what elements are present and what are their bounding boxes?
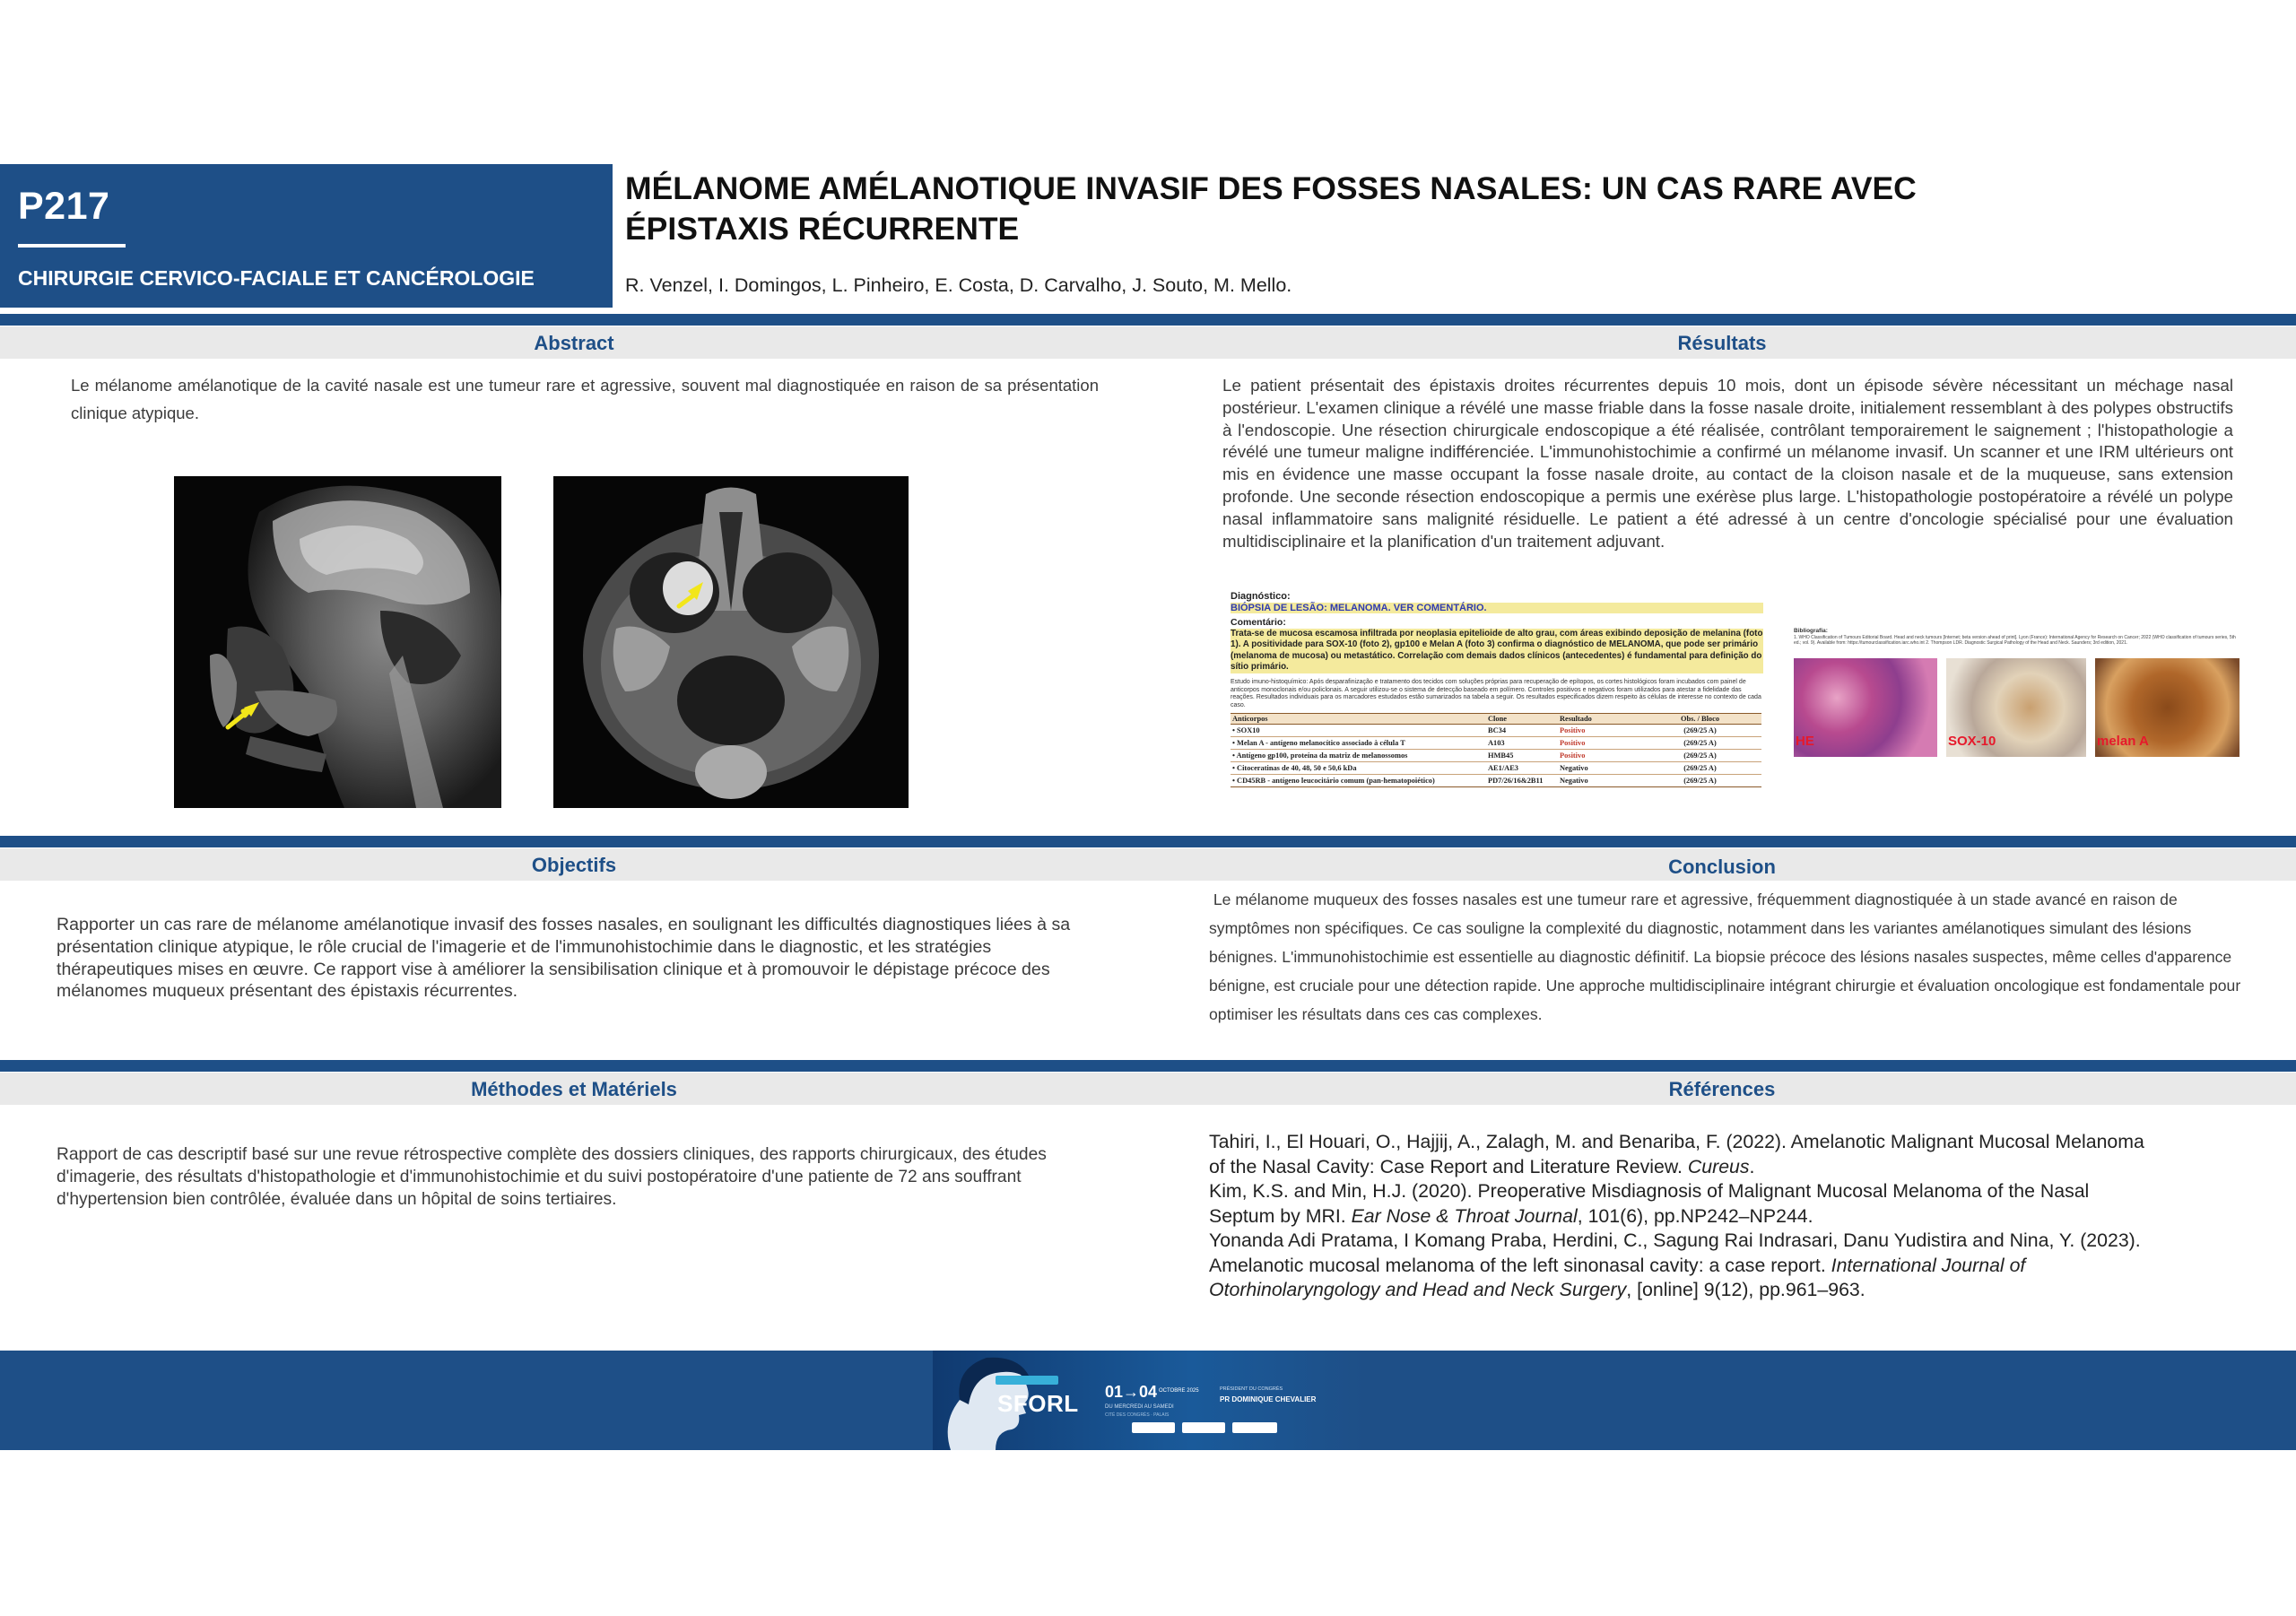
histology-he-image <box>1794 658 1937 757</box>
abstract-heading: Abstract <box>534 332 614 354</box>
ref3-journal: International Journal of Otorhinolaryngology and Head and Neck Surgery <box>1209 1254 2026 1300</box>
ref1-journal: Cureus <box>1687 1155 1750 1177</box>
department-label: CHIRURGIE CERVICO-FACIALE ET CANCÉROLOGIE <box>18 266 535 290</box>
report-comment-label: Comentário: <box>1231 617 1286 628</box>
mri-axial-drawing <box>553 476 909 808</box>
president-name: PR DOMINIQUE CHEVALIER <box>1220 1395 1317 1403</box>
poster-code: P217 <box>18 185 110 228</box>
ihc-clone: BC34 <box>1488 726 1507 734</box>
section-band <box>0 1060 2296 1072</box>
ihc-obs: (269/25 A) <box>1683 777 1717 785</box>
congress-days: DU MERCREDI AU SAMEDI <box>1105 1404 1174 1410</box>
poster-title: MÉLANOME AMÉLANOTIQUE INVASIF DES FOSSES NASALES: UN CAS RARE AVEC ÉPISTAXIS RÉCURRENTE <box>625 170 1917 247</box>
ihc-result: Negativo <box>1560 777 1588 785</box>
code-underline <box>18 244 126 248</box>
reference-item <box>1209 1179 2160 1229</box>
ref3-authors-title: Yonanda Adi Pratama, I Komang Praba, Herdini, C., Sagung Rai Indrasari, Danu Yudistira and Nina, Y. (2023). Amelanotic mucosal melanoma of the left sinonasal cavity: a case report. <box>1209 1229 2141 1276</box>
bibliography-text: 1. WHO Classification of Tumours Editorial Board. Head and neck tumours [Internet; beta version ahead of print]. Lyon (France): International Agency for Research on Cancer; 2022 (WHO classification of tumours series, 5th ed.; vol. 9). Available from: https://tumourclassification.iarc.who.int 2. Thompson LDR. Diagnostic Surgical Pathology of the Head and Neck. Saunders; 3rd edition, 2021. <box>1794 635 2236 646</box>
sforl-logo: SFORL <box>997 1390 1079 1417</box>
congress-banner <box>933 1351 1363 1450</box>
congress-dates: 01→04 <box>1105 1383 1158 1401</box>
histology-sox10-label: SOX-10 <box>1948 734 1996 749</box>
report-diagnosis-label: Diagnóstico: <box>1231 591 1291 602</box>
table-row <box>1231 725 1761 737</box>
ihc-antibody: • CD45RB - antígeno leucocitário comum (pan-hematopoiético) <box>1232 777 1435 785</box>
histology-panel <box>1794 628 2239 759</box>
ihc-obs: (269/25 A) <box>1683 764 1717 772</box>
sponsor-logo <box>1232 1422 1277 1433</box>
ihc-col-antibody: Anticorpos <box>1232 715 1268 723</box>
ihc-clone: PD7/26/16&2B11 <box>1488 777 1544 785</box>
histology-melana-label: melan A <box>2097 734 2149 749</box>
ihc-antibody: • Melan A - antígeno melanocítico associado à célula T <box>1232 739 1405 747</box>
table-row <box>1231 750 1761 762</box>
report-comment: Trata-se de mucosa escamosa infiltrada por neoplasia epitelioide de alto grau, com áreas exibindo deposição de melanina (foto 1). A positividade para SOX-10 (foto 2), gp100 e Melan A (foto 3) confirma o diagnóstico de MELANOMA, que pode ser primário (melanoma de mucosa) ou metastático. Correlação com demais dados clínicos (antecedentes) é fundamental para definição do sítio primário. <box>1231 629 1763 673</box>
ihc-obs: (269/25 A) <box>1683 752 1717 760</box>
ihc-clone: HMB45 <box>1488 752 1514 760</box>
abstract-text: Le mélanome amélanotique de la cavité nasale est une tumeur rare et agressive, souvent mal diagnostiquée en raison de sa présentation clinique atypique. <box>71 376 1099 422</box>
congress-tag-badge <box>996 1376 1058 1385</box>
ihc-col-result: Resultado <box>1560 715 1592 723</box>
bibliography-label: Bibliografia: <box>1794 628 1828 634</box>
mri-sagittal-image <box>174 476 501 808</box>
methods-heading: Méthodes et Matériels <box>471 1078 677 1100</box>
ihc-clone: AE1/AE3 <box>1488 764 1518 772</box>
president-label: PRÉSIDENT DU CONGRÈS <box>1220 1386 1283 1392</box>
objectives-text: Rapporter un cas rare de mélanome amélanotique invasif des fosses nasales, en soulignant les difficultés diagnostiques liées à sa présentation clinique atypique, le rôle crucial de l'imagerie et de l'immunohistochimie dans le diagnostic, et les stratégies thérapeutiques mises en œuvre. Ce rapport vise à améliorer la sensibilisation clinique et à promouvoir le dépistage précoce des mélanomes muqueux présentant des épistaxis récurrentes. <box>57 915 1071 1002</box>
ihc-clone: A103 <box>1488 739 1505 747</box>
ihc-col-obs: Obs. / Bloco <box>1680 715 1720 723</box>
conclusion-text: Le mélanome muqueux des fosses nasales est une tumeur rare et agressive, fréquemment diagnostiquée à un stade avancé en raison de symptômes non spécifiques. Ce cas souligne la complexité du diagnostic, notamment dans les variantes amélanotiques simulant des lésions bénignes. L'immunohistochimie est essentielle au diagnostic définitif. La biopsie précoce des lésions nasales suspectes, même celles d'apparence bénigne, est cruciale pour une détection rapide. Une approche multidisciplinaire intégrant chirurgie et évaluation oncologique est fondamentale pour optimiser les résultats dans ces cas complexes. <box>1209 891 2246 1023</box>
ihc-result: Positivo <box>1560 739 1586 747</box>
ref1-tail: . <box>1749 1155 1755 1177</box>
mri-sagittal-drawing <box>174 476 501 808</box>
ihc-obs: (269/25 A) <box>1683 726 1717 734</box>
table-row <box>1231 737 1761 750</box>
table-row <box>1231 762 1761 775</box>
reference-item <box>1209 1229 2160 1303</box>
authors-line: R. Venzel, I. Domingos, L. Pinheiro, E. Costa, D. Carvalho, J. Souto, M. Mello. <box>625 274 1292 296</box>
ihc-result: Negativo <box>1560 764 1588 772</box>
sponsor-logo <box>1132 1422 1175 1433</box>
report-diagnosis-value: BIÓPSIA DE LESÃO: MELANOMA. VER COMENTÁRIO. <box>1231 603 1763 613</box>
ihc-antibody: • SOX10 <box>1232 726 1260 734</box>
results-heading: Résultats <box>1677 332 1767 354</box>
objectives-heading: Objectifs <box>531 854 617 876</box>
sponsor-logo <box>1182 1422 1225 1433</box>
congress-month: OCTOBRE 2025 <box>1159 1388 1199 1394</box>
ihc-obs: (269/25 A) <box>1683 739 1717 747</box>
conclusion-heading: Conclusion <box>1668 856 1776 878</box>
ref2-tail: , 101(6), pp.NP242–NP244. <box>1577 1204 1813 1227</box>
ref1-authors-title: Tahiri, I., El Houari, O., Hajjij, A., Zalagh, M. and Benariba, F. (2022). Amelanotic Malignant Mucosal Melanoma of the Nasal Cavity: Case Report and Literature Review. <box>1209 1131 2144 1177</box>
histology-he-label: HE <box>1796 734 1814 749</box>
ihc-header-row <box>1231 714 1761 725</box>
references-list <box>1209 1130 2160 1303</box>
ihc-antibody: • Antígeno gp100, proteína da matriz de melanossomos <box>1232 752 1408 760</box>
section-band <box>0 314 2296 326</box>
ref3-tail: , [online] 9(12), pp.961–963. <box>1626 1279 1866 1300</box>
section-band <box>0 836 2296 847</box>
ref2-authors-title: Kim, K.S. and Min, H.J. (2020). Preoperative Misdiagnosis of Malignant Mucosal Melanoma of the Nasal Septum by MRI. <box>1209 1180 2090 1227</box>
congress-venue: CITÉ DES CONGRÈS · PALAIS <box>1105 1412 1170 1418</box>
reference-item <box>1209 1130 2160 1179</box>
ihc-result: Positivo <box>1560 752 1586 760</box>
ihc-col-clone: Clone <box>1488 715 1507 723</box>
results-text: Le patient présentait des épistaxis droites récurrentes depuis 10 mois, dont un épisode sévère nécessitant un méchage nasal postérieur. L'examen clinique a révélé une masse friable dans la fosse nasale droite, initialement ressemblant à des polypes obstructifs à l'endoscopie. Une résection chirurgicale endoscopique a été réalisée, contrôlant temporairement le saignement ; l'histopathologie a révélé une tumeur maligne indifférenciée. L'immunohistochimie a confirmé un mélanome invasif. Un scanner et une IRM ultérieurs ont mis en évidence une masse occupant la fosse nasale droite, au contact de la cloison nasale et de la muqueuse, sans extension profonde. Une seconde résection endoscopique a permis une exérèse plus large. L'histopathologie postopératoire a révélé un polype nasal inflammatoire sans malignité résiduelle. Le patient a été adressé à un centre d'oncologie spécialisé pour une évaluation multidisciplinaire et la planification d'un traitement adjuvant. <box>1222 376 2233 551</box>
mri-axial-image <box>553 476 909 808</box>
ihc-table <box>1231 713 1761 787</box>
references-heading: Références <box>1668 1078 1776 1100</box>
pathology-report <box>1229 589 1763 788</box>
ihc-antibody: • Citoceratinas de 40, 48, 50 e 50,6 kDa <box>1232 764 1357 772</box>
table-row <box>1231 775 1761 787</box>
ref2-journal: Ear Nose & Throat Journal <box>1351 1204 1578 1227</box>
methods-text: Rapport de cas descriptif basé sur une revue rétrospective complète des dossiers cliniques, des rapports chirurgicaux, des études d'imagerie, des résultats d'histopathologie et d'immunohistochimie et du suivi postopératoire d'une patiente de 72 ans souffrant d'hypertension bien contrôlée, évaluée dans un hôpital de soins tertiaires. <box>57 1145 1047 1209</box>
ihc-result: Positivo <box>1560 726 1586 734</box>
report-method: Estudo imuno-histoquímico: Após desparafinização e tratamento dos tecidos com soluções próprias para recuperação de epítopos, os cortes histológicos foram incubados com painel de anticorpos monoclonais e/ou policlonais. A seguir utilizou-se o sistema de detecção baseado em polímero. Controles positivos e negativos foram utilizados para atestar a fidelidade das reações. Resultados individuais para os marcadores estudados estão sumarizados na tabela a seguir. Os resultados especificados dizem respeito às células de interesse no contexto de cada caso. <box>1231 679 1761 708</box>
